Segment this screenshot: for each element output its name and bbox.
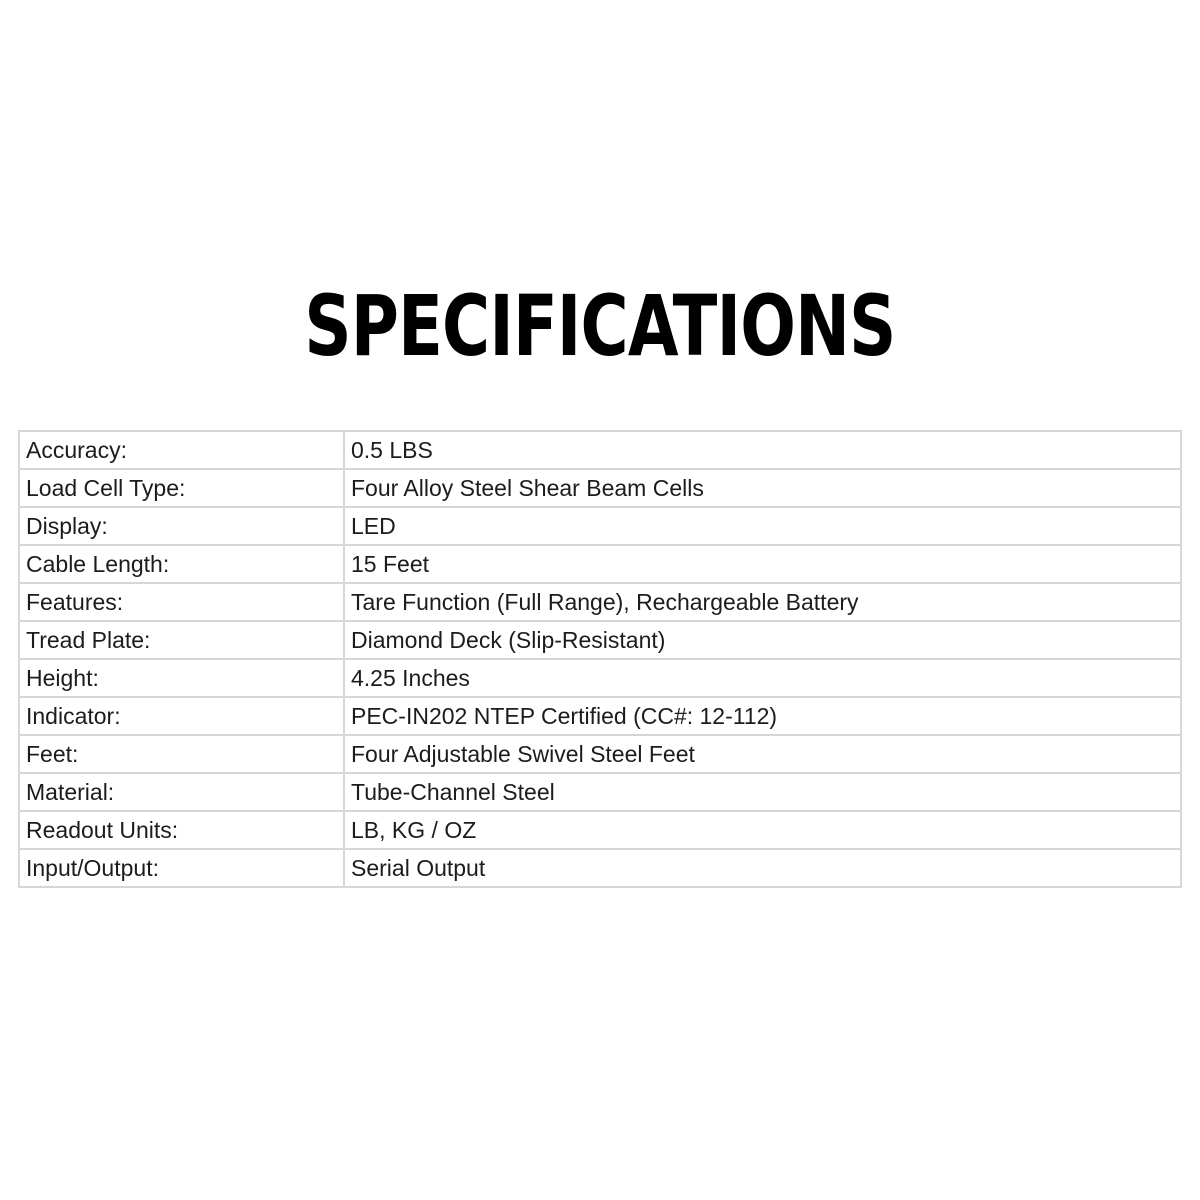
spec-value: Diamond Deck (Slip-Resistant) <box>344 621 1181 659</box>
table-row <box>19 849 1181 887</box>
spec-value: LED <box>344 507 1181 545</box>
spec-value: Tare Function (Full Range), Rechargeable Battery <box>344 583 1181 621</box>
spec-value: Four Alloy Steel Shear Beam Cells <box>344 469 1181 507</box>
spec-value: LB, KG / OZ <box>344 811 1181 849</box>
spec-label: Tread Plate: <box>19 621 344 659</box>
table-row <box>19 469 1181 507</box>
spec-value: Serial Output <box>344 849 1181 887</box>
spec-label: Accuracy: <box>19 431 344 469</box>
spec-label: Input/Output: <box>19 849 344 887</box>
table-row <box>19 621 1181 659</box>
spec-label: Height: <box>19 659 344 697</box>
table-row <box>19 583 1181 621</box>
specifications-table <box>18 430 1182 888</box>
spec-label: Features: <box>19 583 344 621</box>
table-row <box>19 431 1181 469</box>
spec-value: 0.5 LBS <box>344 431 1181 469</box>
table-row <box>19 811 1181 849</box>
spec-value: 15 Feet <box>344 545 1181 583</box>
spec-label: Feet: <box>19 735 344 773</box>
table-row <box>19 507 1181 545</box>
spec-value: 4.25 Inches <box>344 659 1181 697</box>
spec-value: PEC-IN202 NTEP Certified (CC#: 12-112) <box>344 697 1181 735</box>
table-row <box>19 697 1181 735</box>
table-row <box>19 735 1181 773</box>
spec-label: Cable Length: <box>19 545 344 583</box>
table-row <box>19 545 1181 583</box>
spec-value: Four Adjustable Swivel Steel Feet <box>344 735 1181 773</box>
spec-label: Indicator: <box>19 697 344 735</box>
spec-label: Load Cell Type: <box>19 469 344 507</box>
spec-label: Material: <box>19 773 344 811</box>
table-row <box>19 659 1181 697</box>
spec-label: Readout Units: <box>19 811 344 849</box>
spec-value: Tube-Channel Steel <box>344 773 1181 811</box>
page-title: SPECIFICATIONS <box>304 277 896 375</box>
table-row <box>19 773 1181 811</box>
spec-label: Display: <box>19 507 344 545</box>
